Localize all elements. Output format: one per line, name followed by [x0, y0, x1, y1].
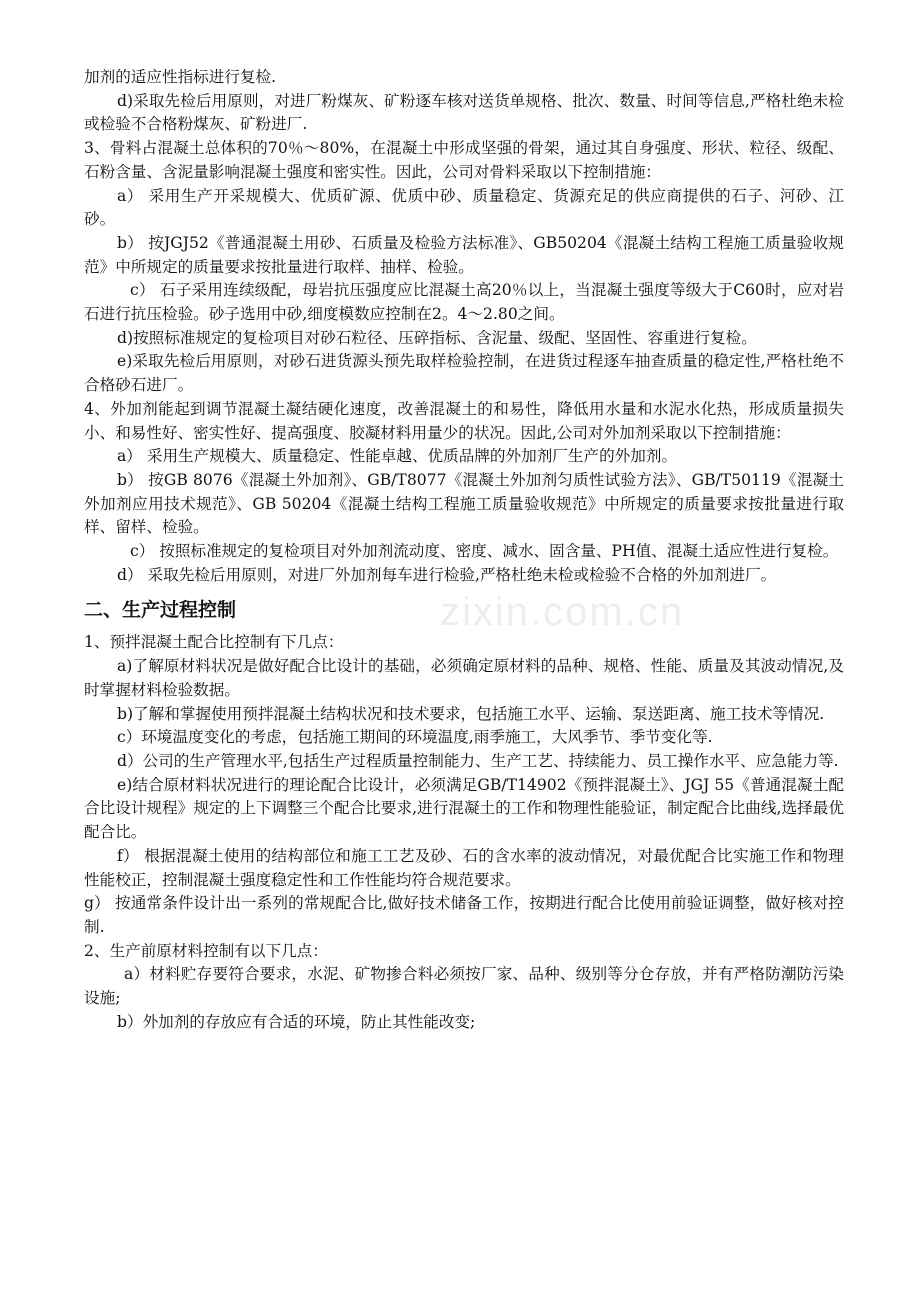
list-item: e)结合原材料状况进行的理论配合比设计，必须满足GB/T14902《预拌混凝土》、JGJ 55《普通混凝土配合比设计规程》规定的上下调整三个配合比要求,进行混凝土的工作和物理性能验证，制定配合比曲线,选择最优配合比。 — [84, 775, 844, 842]
list-item: c） 石子采用连续级配，母岩抗压强度应比混凝土高20％以上，当混凝土强度等级大于C60时，应对岩石进行抗压检验。砂子选用中砂,细度模数应控制在2。4～2.80之间。 — [84, 281, 844, 324]
section-heading: 二、生产过程控制 — [84, 599, 237, 622]
list-item: b）外加剂的存放应有合适的环境，防止其性能改变; — [117, 1012, 476, 1031]
list-item: c） 按照标准规定的复检项目对外加剂流动度、密度、减水、固含量、PH值、混凝土适应性进行复检。 — [130, 542, 839, 561]
list-item: a） 采用生产开采规模大、优质矿源、优质中砂、质量稳定、货源充足的供应商提供的石子、河砂、江砂。 — [84, 186, 844, 229]
paragraph: 2、生产前原材料控制有以下几点： — [84, 941, 328, 960]
list-item: b） 按GB 8076《混凝土外加剂》、GB/T8077《混凝土外加剂匀质性试验方法》、GB/T50119《混凝土外加剂应用技术规范》、GB 50204《混凝土结构工程施工质量验收规范》中所规定的质量要求按批量进行取样、留样、检验。 — [84, 470, 844, 537]
list-item: c）环境温度变化的考虑，包括施工期间的环境温度,雨季施工，大风季节、季节变化等. — [117, 728, 713, 747]
paragraph: 1、预拌混凝土配合比控制有下几点： — [84, 633, 344, 652]
list-item: b)了解和掌握使用预拌混凝土结构状况和技术要求，包括施工水平、运输、泵送距离、施工技术等情况. — [117, 704, 825, 723]
list-item: e)采取先检后用原则，对砂石进货源头预先取样检验控制，在进货过程逐车抽查质量的稳定性,严格杜绝不合格砂石进厂。 — [84, 352, 844, 395]
paragraph: 加剂的适应性指标进行复检. — [84, 68, 277, 86]
watermark: zixin.com.cn — [440, 590, 685, 634]
list-item: g） 按通常条件设计出一系列的常规配合比,做好技术储备工作，按期进行配合比使用前验证调整，做好核对控制. — [84, 894, 844, 936]
paragraph: d)采取先检后用原则，对进厂粉煤灰、矿粉逐车核对送货单规格、批次、数量、时间等信息,严格杜绝未检或检验不合格粉煤灰、矿粉进厂. — [84, 91, 844, 134]
list-item: b） 按JGJ52《普通混凝土用砂、石质量及检验方法标准》、GB50204《混凝土结构工程施工质量验收规范》中所规定的质量要求按批量进行取样、抽样、检验。 — [84, 233, 844, 276]
list-item: d）公司的生产管理水平,包括生产过程质量控制能力、生产工艺、持续能力、员工操作水平、应急能力等. — [117, 751, 839, 770]
list-item: a）材料贮存要符合要求，水泥、矿物掺合料必须按厂家、品种、级别等分仓存放，并有严格防潮防污染设施; — [84, 965, 844, 1008]
list-item: f） 根据混凝土使用的结构部位和施工工艺及砂、石的含水率的波动情况，对最优配合比实施工作和物理性能校正，控制混凝土强度稳定性和工作性能均符合规范要求。 — [84, 846, 844, 889]
list-item: a)了解原材料状况是做好配合比设计的基础，必须确定原材料的品种、规格、性能、质量及其波动情况,及时掌握材料检验数据。 — [84, 657, 844, 699]
paragraph: 4、外加剂能起到调节混凝土凝结硬化速度，改善混凝土的和易性，降低用水量和水泥水化热，形成质量损失小、和易性好、密实性好、提高强度、胶凝材料用量少的状况。因此,公司对外加剂采取以下控制措施： — [84, 399, 844, 442]
list-item: d)按照标准规定的复检项目对砂石粒径、压碎指标、含泥量、级配、坚固性、容重进行复检。 — [117, 328, 757, 347]
paragraph: 3、骨料占混凝土总体积的70％～80%，在混凝土中形成坚强的骨架，通过其自身强度、形状、粒径、级配、石粉含量、含泥量影响混凝土强度和密实性。因此，公司对骨料采取以下控制措施： — [84, 139, 844, 181]
document-page — [84, 66, 844, 1034]
list-item: d） 采取先检后用原则，对进厂外加剂每车进行检验,严格杜绝未检或检验不合格的外加剂进厂。 — [117, 565, 777, 584]
list-item: a） 采用生产规模大、质量稳定、性能卓越、优质品牌的外加剂厂生产的外加剂。 — [117, 447, 678, 466]
